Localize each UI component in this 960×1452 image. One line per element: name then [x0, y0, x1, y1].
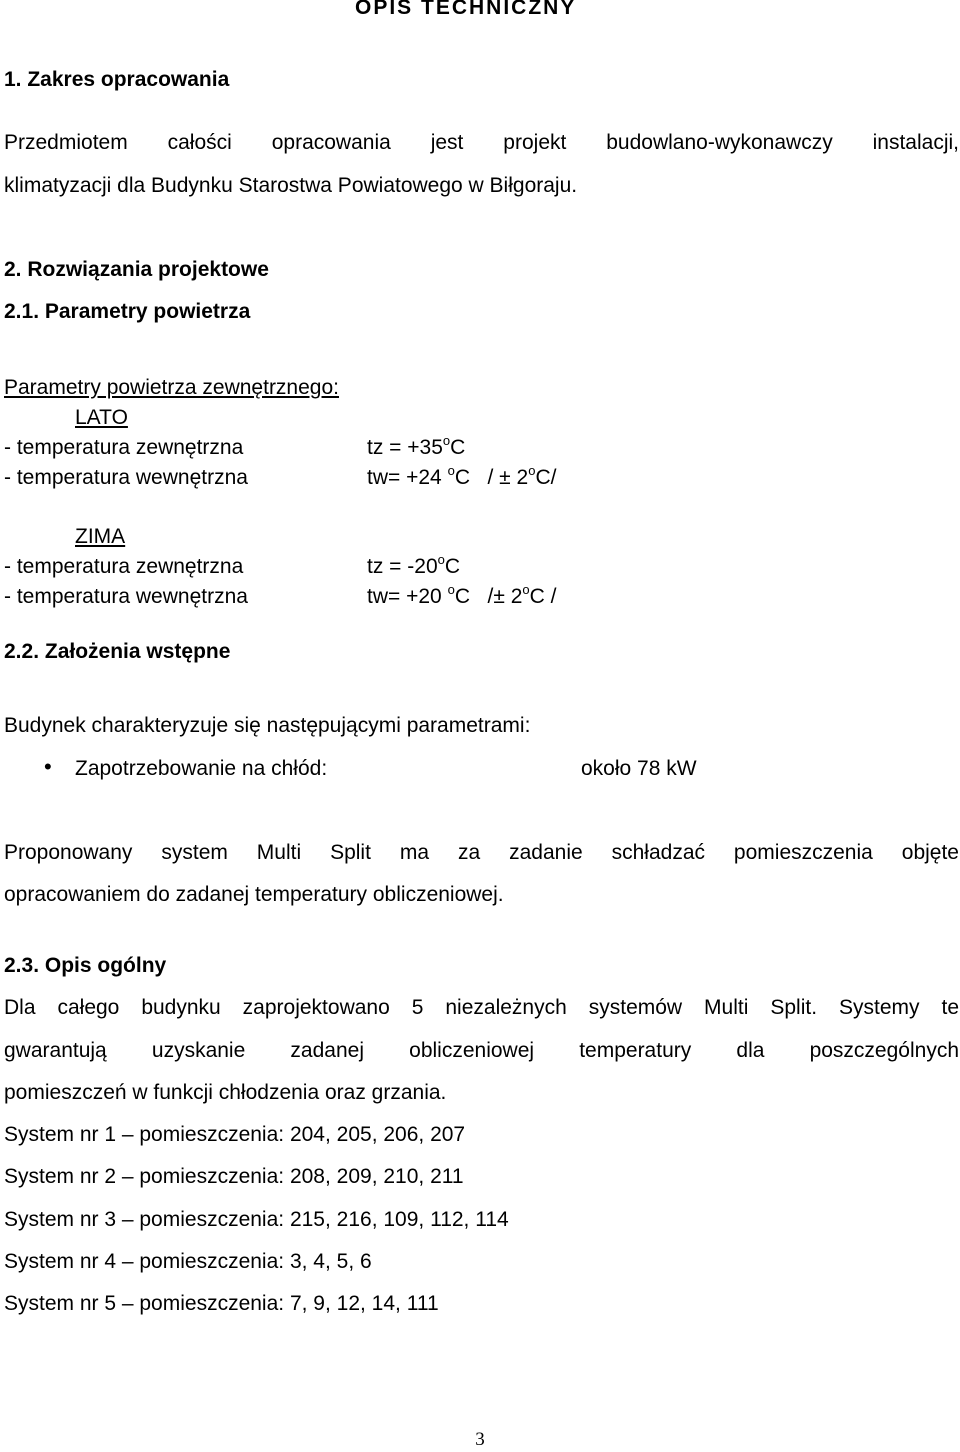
winter-indoor-label: - temperatura wewnętrzna [4, 585, 248, 608]
unit: C [450, 436, 466, 459]
summer-indoor-label: - temperatura wewnętrzna [4, 466, 248, 489]
system-list-item: System nr 3 – pomieszczenia: 215, 216, 109, 112, 114 [4, 1208, 509, 1231]
summer-label: LATO [75, 406, 128, 429]
bullet-icon: • [44, 754, 52, 779]
summer-indoor-value [367, 464, 556, 492]
section-2-1-heading: 2.1. Parametry powietrza [4, 300, 251, 323]
outdoor-params-intro: Parametry powietrza zewnętrznego: [4, 376, 339, 399]
section-2-3-text-line-2: gwarantują uzyskanie zadanej obliczeniowej temperatury dla poszczególnych [4, 1039, 959, 1062]
section-2-2-intro: Budynek charakteryzuje się następującymi parametrami: [4, 714, 531, 737]
winter-indoor-value [367, 583, 556, 611]
section-1-text-line-2: klimatyzacji dla Budynku Starostwa Powiatowego w Biłgoraju. [4, 174, 578, 197]
unit: C [454, 466, 470, 489]
document-title: OPIS TECHNICZNY [355, 0, 577, 19]
tolerance: / ± 2 [487, 466, 529, 489]
summer-outdoor-label: - temperatura zewnętrzna [4, 436, 244, 459]
system-list-item: System nr 5 – pomieszczenia: 7, 9, 12, 14, 111 [4, 1292, 439, 1315]
summer-outdoor-value [367, 434, 465, 462]
degree-sup: o [437, 552, 445, 567]
section-2-3-heading: 2.3. Opis ogólny [4, 954, 167, 977]
winter-label: ZIMA [75, 525, 126, 548]
value-text: tw= +20 [367, 585, 442, 608]
section-2-2-heading: 2.2. Założenia wstępne [4, 640, 231, 663]
section-2-3-text-line-3: pomieszczeń w funkcji chłodzenia oraz grzania. [4, 1081, 447, 1104]
unit: C [454, 585, 470, 608]
section-2-3-text-line-1: Dla całego budynku zaprojektowano 5 niezależnych systemów Multi Split. Systemy te [4, 996, 959, 1019]
page-number: 3 [475, 1429, 485, 1450]
section-1-text-line-1: Przedmiotem całości opracowania jest projekt budowlano-wykonawczy instalacji, [4, 131, 959, 154]
system-list-item: System nr 2 – pomieszczenia: 208, 209, 210, 211 [4, 1165, 464, 1188]
degree-sup: o [447, 463, 455, 478]
system-list-item: System nr 1 – pomieszczenia: 204, 205, 206, 207 [4, 1123, 466, 1146]
system-list-item: System nr 4 – pomieszczenia: 3, 4, 5, 6 [4, 1250, 372, 1273]
section-2-2-text-line-2: opracowaniem do zadanej temperatury obliczeniowej. [4, 883, 504, 906]
value-text: tz = -20 [367, 555, 438, 578]
tolerance-end: C / [529, 585, 557, 608]
degree-sup: o [442, 433, 451, 448]
degree-sup: o [528, 463, 536, 478]
value-text: tw= +24 [367, 466, 442, 489]
winter-outdoor-label: - temperatura zewnętrzna [4, 555, 244, 578]
unit: C [444, 555, 461, 578]
section-2-heading: 2. Rozwiązania projektowe [4, 258, 269, 281]
section-1-heading: 1. Zakres opracowania [4, 68, 230, 91]
cooling-demand-value: około 78 kW [581, 757, 697, 780]
section-2-2-text-line-1: Proponowany system Multi Split ma za zadanie schładzać pomieszczenia objęte [4, 841, 959, 864]
degree-sup: o [447, 582, 455, 597]
value-text: tz = +35 [367, 436, 443, 459]
degree-sup: o [522, 582, 530, 597]
winter-outdoor-value [367, 553, 460, 581]
cooling-demand-label: Zapotrzebowanie na chłód: [75, 757, 328, 780]
tolerance-end: C/ [535, 466, 557, 489]
tolerance: /± 2 [487, 585, 523, 608]
